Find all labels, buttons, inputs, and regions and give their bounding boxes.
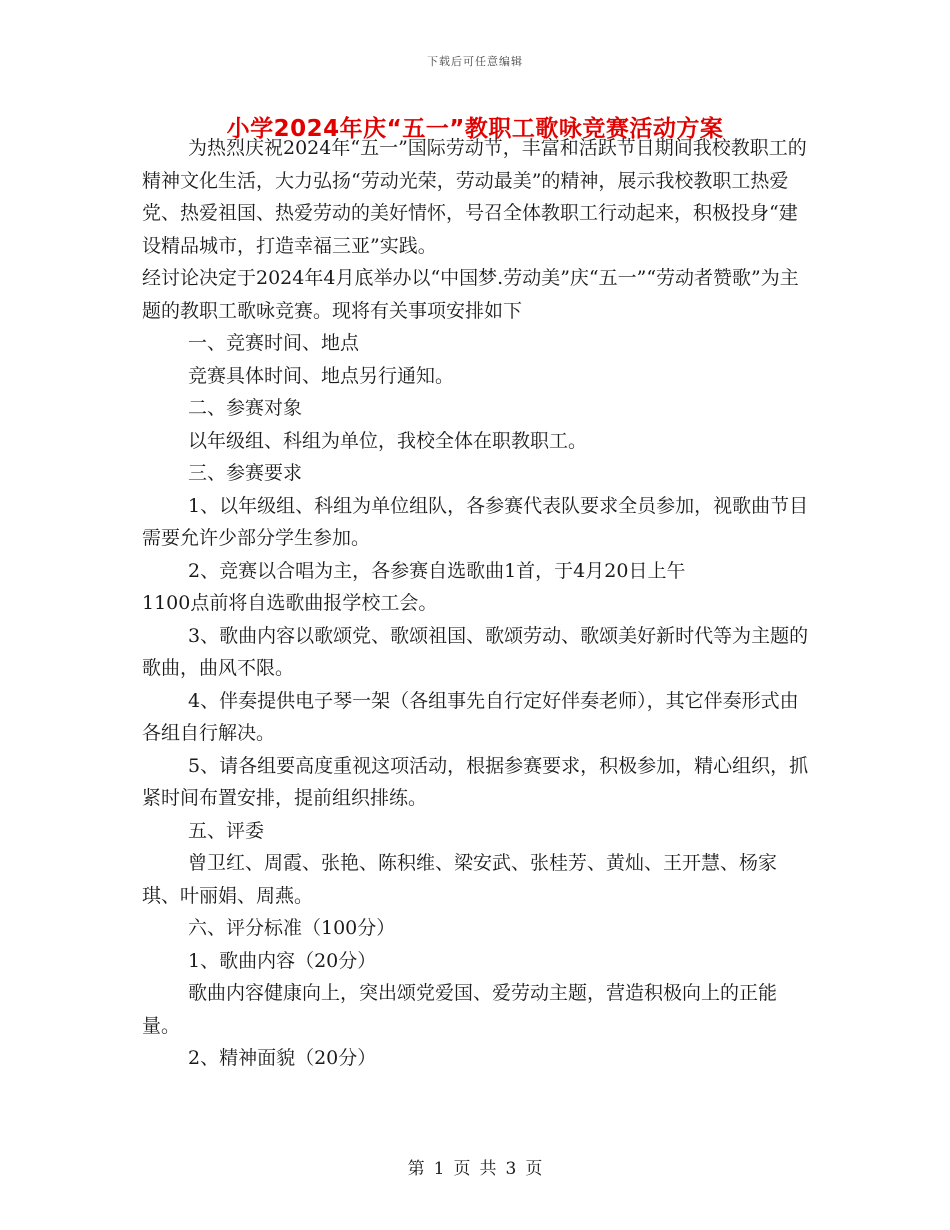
section-heading: 一、竞赛时间、地点 xyxy=(188,332,360,354)
page-number-current: 1 xyxy=(433,1159,445,1179)
list-item-continuation: 1100点前将自选歌曲报学校工会。 xyxy=(142,592,438,614)
paragraph: 以年级组、科组为单位，我校全体在职教职工。 xyxy=(188,429,588,452)
page-label: 共 xyxy=(479,1159,497,1179)
paragraph: 竞赛具体时间、地点另行通知。 xyxy=(188,364,455,387)
paragraph: 为热烈庆祝2024年“五一”国际劳动节，丰富和活跃节日期间我校教职工的精神文化生活，大力弘扬“劳动光荣，劳动最美”的精神，展示我校教职工热爱党、热爱祖国、热爱劳动的美好情怀，号召全体教职工行动起来，积极投身“建设精品城市，打造幸福三亚”实践。 xyxy=(142,137,807,257)
section-heading: 三、参赛要求 xyxy=(188,462,303,484)
list-item: 4、伴奏提供电子琴一架（各组事先自行定好伴奏老师），其它伴奏形式由各组自行解决。 xyxy=(142,689,799,744)
section-heading: 五、评委 xyxy=(188,819,265,842)
header-note: 下载后可任意编辑 xyxy=(427,55,523,68)
page-label: 第 xyxy=(407,1159,425,1179)
paragraph: 歌曲内容健康向上，突出颂党爱国、爱劳动主题，营造积极向上的正能量。 xyxy=(142,982,778,1037)
page-label: 页 xyxy=(525,1159,543,1179)
list-item: 2、精神面貌（20分） xyxy=(188,1047,377,1069)
paragraph: 经讨论决定于2024年4月底举办以“中国梦.劳动美”庆“五一”“劳动者赞歌”为主题的教职工歌咏竞赛。现将有关事项安排如下 xyxy=(142,267,799,322)
section-heading: 二、参赛对象 xyxy=(188,397,303,419)
page-number-total: 3 xyxy=(505,1159,517,1179)
page-footer xyxy=(0,1154,950,1179)
paragraph: 曾卫红、周霞、张艳、陈积维、梁安武、张桂芳、黄灿、王开慧、杨家琪、叶丽娟、周燕。 xyxy=(142,852,778,907)
list-item: 2、竞赛以合唱为主，各参赛自选歌曲1首，于4月20日上午 xyxy=(188,559,686,582)
document-body xyxy=(142,132,810,1075)
section-heading: 六、评分标准（100分） xyxy=(188,917,396,939)
list-item: 1、歌曲内容（20分） xyxy=(188,949,377,972)
list-item: 3、歌曲内容以歌颂党、歌颂祖国、歌颂劳动、歌颂美好新时代等为主题的歌曲，曲风不限。 xyxy=(142,624,809,679)
list-item: 1、以年级组、科组为单位组队，各参赛代表队要求全员参加，视歌曲节目需要允许少部分学生参加。 xyxy=(142,494,809,549)
list-item: 5、请各组要高度重视这项活动，根据参赛要求，积极参加，精心组织，抓紧时间布置安排，提前组织排练。 xyxy=(142,754,809,809)
document-title: 小学2024年庆“五一”教职工歌咏竞赛活动方案 xyxy=(226,116,724,142)
page-label: 页 xyxy=(453,1159,471,1179)
